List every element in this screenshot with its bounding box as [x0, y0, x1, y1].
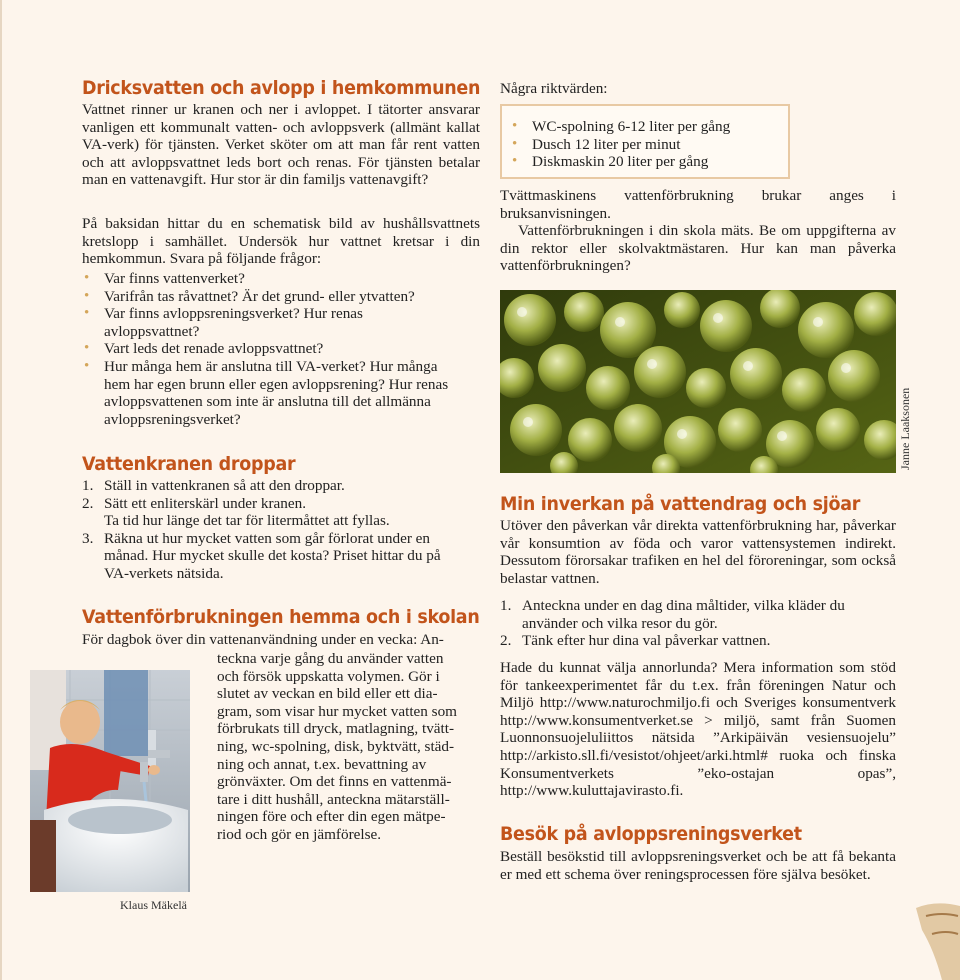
list-item: 2. Tänk efter hur dina val påverkar vattnen.	[500, 632, 771, 650]
list-item: • Var finns vattenverket?	[82, 270, 462, 288]
page-edge	[0, 0, 2, 980]
paragraph-impact-intro: Utöver den påverkan vår direkta vattenförbrukning har, påverkar vår konsumtion av föda och varor vattensystemen indirekt. Dessutom förorsakar trafiken en hel del föroreningar, som också belastar vattnen.	[500, 517, 896, 587]
child-washing-hands-photo	[30, 670, 190, 892]
heading-drinking-water: Dricksvatten och avlopp i hemkommunen	[82, 77, 481, 99]
questions-list	[82, 270, 462, 428]
photo-credit-janne: Janne Laaksonen	[898, 387, 912, 470]
heading-visit-treatment-plant: Besök på avloppsreningsverket	[500, 823, 802, 845]
algae-bubbles-photo	[500, 290, 896, 473]
heading-my-impact: Min inverkan på vattendrag och sjöar	[500, 493, 861, 515]
list-item: • WC-spolning 6-12 liter per gång	[510, 118, 780, 136]
tap-steps-list	[82, 477, 462, 583]
list-item: • Diskmaskin 20 liter per gång	[510, 153, 780, 171]
list-item: • Dusch 12 liter per minut	[510, 136, 780, 154]
paragraph-washing-machine: Tvättmaskinens vattenförbrukning brukar anges i bruksanvisningen.	[500, 187, 896, 222]
list-item: 3. Räkna ut hur mycket vatten som går förlorat under en månad. Hur mycket skulle det kosta? Priset hittar du på VA-verkets nätsida.	[82, 529, 441, 582]
heading-dripping-tap: Vattenkranen droppar	[82, 453, 296, 475]
list-item: 1. Anteckna under en dag dina måltider, vilka kläder du använder och vilka resor du gör.	[500, 597, 845, 632]
list-item: • Vart leds det renade avloppsvattnet?	[82, 340, 462, 358]
guide-values-list	[510, 118, 780, 171]
paragraph-drinking-water-intro: Vattnet rinner ur kranen och ner i avloppet. I tätorter ansvarar vanligen ett kommunalt vatten- och avloppsverk (allmänt kallat VA-verk) för tjänsten. Verket sköter om att man får rent vatten och att avloppsvattnet leds bort och renas. För tjänsten betalar man en vattenavgift. Hur stor är din familjs vattenavgift?	[82, 101, 480, 189]
paragraph-visit: Beställ besökstid till avloppsreningsverket och be att få bekanta er med ett schema över reningsprocessen före själva besöket.	[500, 848, 896, 883]
list-item: • Hur många hem är anslutna till VA-verket? Hur många hem har egen brunn eller egen avloppsrening? Hur renas avloppsvattenen som inte är anslutna till det allmänna avloppsreningsverket?	[82, 358, 462, 428]
decorative-corner-illustration	[912, 900, 960, 980]
paragraph-more-info: Hade du kunnat välja annorlunda? Mera information som stöd för tankeexperimentet får du t.ex. från föreningen Natur och Miljö http://www.naturochmiljo.fi och Sveriges konsumentverk http://www.konsumentverket.se > miljö, samt från Suomen Luonnonsuojeluliittos nätsida ”Arkipäivän vesiensuojelu” http://arkisto.sll.fi/vesistot/ohjeet/arki.html# ruoka och finska Konsumentverkets ”eko-ostajan opas”, http://www.kuluttajavirasto.fi.	[500, 659, 896, 800]
values-heading: Några riktvärden:	[500, 80, 608, 97]
heading-water-consumption: Vattenförbrukningen hemma och i skolan	[82, 606, 480, 628]
paragraph-diary-first-line: För dagbok över din vattenanvändning under en vecka: An-	[82, 631, 444, 648]
list-item: 1. Ställ in vattenkranen så att den droppar.	[82, 477, 345, 494]
list-item: 2. Sätt ett enliterskärl under kranen. Ta tid hur länge det tar för litermåttet att fyllas.	[82, 494, 390, 530]
paragraph-schematic: På baksidan hittar du en schematisk bild av hushållsvattnets kretslopp i samhället. Undersök hur vattnet kretsar i din hemkommun. Svara på följande frågor:	[82, 215, 480, 268]
guide-values-box	[500, 104, 790, 179]
impact-steps-list	[500, 597, 896, 650]
list-item: • Varifrån tas råvattnet? Är det grund- eller ytvatten?	[82, 288, 462, 306]
photo-credit-klaus: Klaus Mäkelä	[120, 898, 187, 912]
paragraph-school-consumption: Vattenförbrukningen i din skola mäts. Be om uppgifterna av din rektor eller skolvaktmästaren. Hur kan man påverka vattenförbrukningen?	[500, 222, 896, 275]
list-item: • Var finns avloppsreningsverket? Hur renas avloppsvattnet?	[82, 305, 462, 340]
paragraph-diary-wrapped: teckna varje gång du använder vatten och försök uppskatta volymen. Gör i slutet av veckan en bild eller ett dia- gram, som visar hur mycket vatten som förbrukats till dryck, matlagning, tvätt- ning, wc-spolning, disk, byktvätt, städ- ning och annat, t.ex. bevattning av grönväxter. Om det finns en vattenmä- tare i ditt hushåll, anteckna mätarställ- ningen före och efter din egen mätpe- riod och gör en jämförelse.	[217, 650, 457, 843]
